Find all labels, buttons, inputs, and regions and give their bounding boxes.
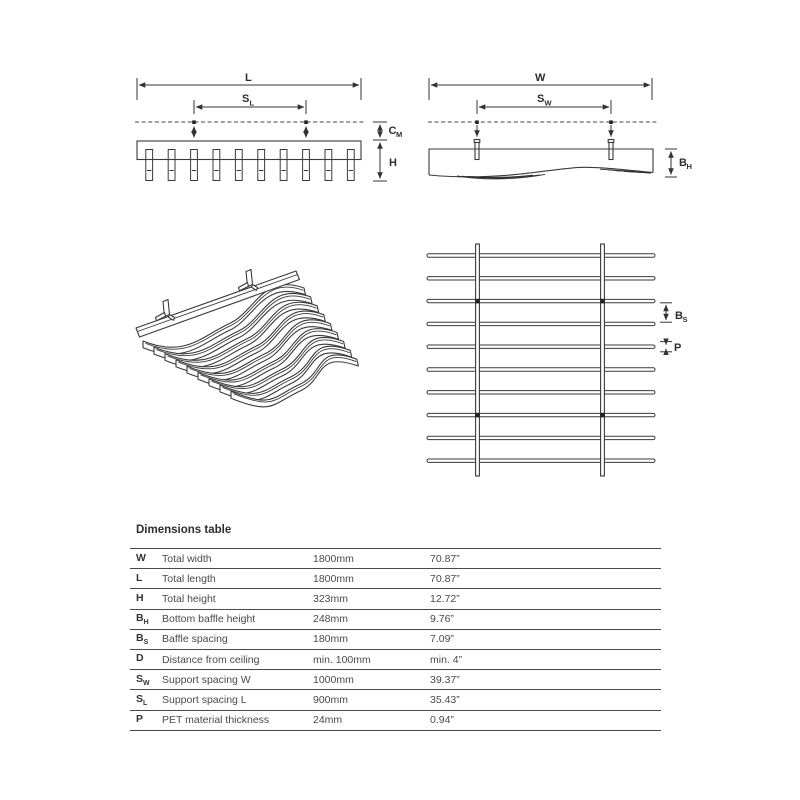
isometric-view	[136, 270, 358, 407]
baffle-bar	[427, 254, 655, 257]
row-description: Support spacing L	[162, 693, 247, 706]
dim-label-total-height: H	[389, 157, 397, 169]
row-imperial-value: 70.87”	[430, 572, 460, 585]
row-metric-value: 1800mm	[313, 552, 354, 565]
row-symbol: $S_W$	[136, 672, 150, 687]
baffle-slat	[347, 150, 354, 181]
baffle-bar	[427, 391, 655, 394]
dim-label-total-length: L	[245, 72, 252, 84]
baffle-bar	[427, 368, 655, 371]
row-symbol: $S_L$	[136, 692, 148, 707]
hanger-right	[608, 120, 614, 159]
baffle-bar	[427, 322, 655, 325]
dim-label-support-spacing-w: S	[537, 93, 545, 105]
row-metric-value: 323mm	[313, 592, 349, 605]
row-metric-value: 24mm	[313, 714, 343, 727]
row-description: Total length	[162, 572, 216, 585]
baffle-slat	[146, 150, 153, 181]
row-metric-value: 1800mm	[313, 572, 354, 585]
support-rail-left	[476, 244, 480, 476]
row-description: Total height	[162, 592, 216, 605]
dimensions-table-title: Dimensions table	[136, 524, 232, 536]
row-description: Baffle spacing	[162, 633, 228, 646]
plan-view	[427, 244, 688, 476]
baffle-bar	[427, 345, 655, 348]
row-symbol: $B_S$	[136, 632, 149, 647]
table-row	[130, 609, 661, 629]
row-imperial-value: 12.72”	[430, 592, 460, 605]
row-imperial-value: 35.43”	[430, 693, 460, 706]
row-description: PET material thickness	[162, 714, 270, 727]
table-row	[130, 548, 661, 568]
dim-label-ceiling-distance: C	[388, 125, 397, 137]
baffle-slat	[191, 150, 198, 181]
baffle-slat	[235, 150, 242, 181]
dim-label-bottom-baffle-height: B	[679, 157, 687, 169]
table-row	[130, 669, 661, 689]
row-symbol: H	[136, 591, 144, 604]
hanging-point-dot	[475, 299, 480, 304]
dim-label-material-thickness: P	[674, 342, 682, 354]
table-row	[130, 689, 661, 709]
baffle-slat	[213, 150, 220, 181]
table-row	[130, 649, 661, 669]
hanging-point-dot	[600, 413, 605, 418]
row-imperial-value: 9.76”	[430, 613, 454, 626]
hanger-left	[192, 120, 196, 137]
baffle-bar	[427, 413, 655, 416]
dim-label-total-width: W	[535, 72, 546, 84]
row-imperial-value: 0.94”	[430, 714, 454, 727]
support-rail-right	[601, 244, 605, 476]
row-metric-value: 248mm	[313, 613, 349, 626]
baffle-slats	[146, 150, 354, 181]
dim-label-support-spacing-l: S	[242, 93, 250, 105]
dim-sub-bottom-baffle-height: H	[686, 162, 692, 171]
row-description: Bottom baffle height	[162, 613, 256, 626]
baffle-bar	[427, 459, 655, 462]
elevation-width-diagram	[428, 72, 692, 179]
row-metric-value: min. 100mm	[313, 653, 371, 666]
dim-sub-support-spacing-w: W	[544, 98, 552, 108]
row-symbol: $B_H$	[136, 612, 149, 627]
baffle-slat	[325, 150, 332, 181]
top-panel	[137, 141, 361, 160]
hanger-right	[304, 120, 308, 137]
hanging-point-dot	[475, 413, 480, 418]
row-imperial-value: 7.09”	[430, 633, 454, 646]
row-symbol: L	[136, 571, 143, 584]
dim-label-baffle-spacing: B	[675, 310, 683, 322]
baffle-slat	[168, 150, 175, 181]
table-row	[130, 588, 661, 608]
row-imperial-value: min. 4”	[430, 653, 463, 666]
row-symbol: D	[136, 652, 144, 665]
hanger-left	[474, 120, 480, 159]
row-symbol: W	[136, 551, 146, 564]
row-description: Total width	[162, 552, 212, 565]
row-metric-value: 900mm	[313, 693, 349, 706]
baffle-slat	[303, 150, 310, 181]
baffle-bar	[427, 299, 655, 302]
hanging-point-dot	[600, 299, 605, 304]
dim-sub-baffle-spacing: S	[682, 315, 688, 324]
row-symbol: P	[136, 713, 144, 726]
dim-sub-support-spacing-l: L	[249, 98, 255, 108]
baffle-bar	[427, 277, 655, 280]
row-metric-value: 1000mm	[313, 673, 354, 686]
row-metric-value: 180mm	[313, 633, 349, 646]
dim-sub-ceiling-distance: M	[396, 130, 403, 139]
baffle-slat	[280, 150, 287, 181]
dimensions-table	[130, 548, 661, 731]
row-description: Distance from ceiling	[162, 653, 260, 666]
elevation-length-diagram	[135, 72, 402, 181]
table-row	[130, 629, 661, 649]
row-imperial-value: 39.37”	[430, 673, 460, 686]
baffle-slat	[258, 150, 265, 181]
row-imperial-value: 70.87”	[430, 552, 460, 565]
baffle-bar	[427, 436, 655, 439]
hanging-points	[475, 299, 605, 418]
table-row	[130, 568, 661, 588]
table-row	[130, 710, 661, 730]
baffle-bars	[427, 254, 655, 463]
row-description: Support spacing W	[162, 673, 251, 686]
